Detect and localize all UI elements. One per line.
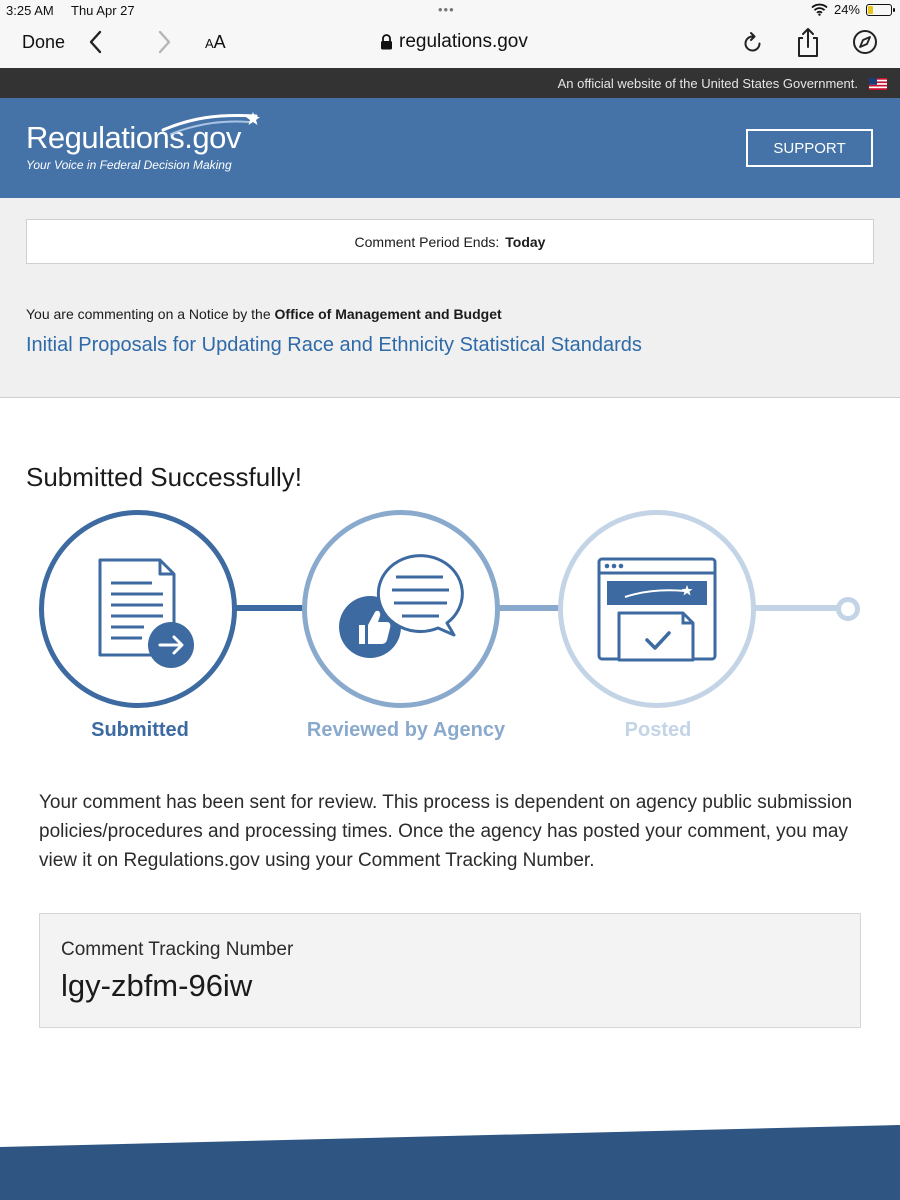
browser-toolbar <box>0 22 900 68</box>
thumbs-up-speech-icon <box>307 515 495 703</box>
document-title-link[interactable]: Initial Proposals for Updating Race and Ethnicity Statistical Standards <box>26 334 642 356</box>
logo-name: Regulations.gov <box>26 120 241 155</box>
lock-icon <box>380 34 393 50</box>
us-flag-icon <box>869 78 887 90</box>
tracking-number-box <box>39 913 861 1028</box>
logo-tagline: Your Voice in Federal Decision Making <box>26 158 232 172</box>
support-button[interactable]: SUPPORT <box>746 129 873 167</box>
comment-period-value: Today <box>505 233 546 250</box>
done-button[interactable]: Done <box>22 32 66 52</box>
step-connector <box>236 605 304 611</box>
step-submitted-circle <box>39 510 237 708</box>
comment-context <box>0 198 900 398</box>
step-posted-label: Posted <box>624 719 692 741</box>
compass-icon[interactable] <box>852 29 878 55</box>
browser-window-check-icon <box>563 515 751 703</box>
wifi-icon <box>811 3 828 16</box>
agency-name: Office of Management and Budget <box>274 306 502 322</box>
site-logo[interactable] <box>26 120 241 172</box>
status-right <box>811 2 892 17</box>
site-header <box>0 98 900 198</box>
status-date: Thu Apr 27 <box>71 3 135 18</box>
step-end-dot <box>836 597 860 621</box>
gov-banner <box>0 68 900 98</box>
progress-stepper <box>0 505 900 755</box>
step-submitted-label: Submitted <box>91 719 189 741</box>
review-info-text: Your comment has been sent for review. This process is dependent on agency public submission policies/procedures and processing times. Once the agency has posted your comment, you may view it on Regulations.gov using your Comment Tracking Number. <box>39 792 853 871</box>
url-text: regulations.gov <box>399 31 528 52</box>
forward-icon[interactable] <box>152 28 176 56</box>
step-posted-circle <box>558 510 756 708</box>
step-reviewed-label: Reviewed by Agency <box>306 719 506 741</box>
footer-band <box>0 1125 900 1200</box>
reload-icon[interactable] <box>742 30 764 56</box>
battery-percent: 24% <box>833 2 860 17</box>
tracking-number-label: Comment Tracking Number <box>61 939 294 960</box>
commenting-prefix: You are commenting on a Notice by the <box>26 306 271 322</box>
document-arrow-icon <box>44 515 232 703</box>
text-size-button[interactable]: AA <box>205 32 226 52</box>
tracking-number-value[interactable]: lgy-zbfm-96iw <box>61 968 253 1003</box>
share-icon[interactable] <box>795 26 821 58</box>
step-connector <box>498 605 560 611</box>
status-time: 3:25 AM <box>6 3 54 18</box>
step-reviewed-circle <box>302 510 500 708</box>
logo-swoosh-icon <box>161 112 261 136</box>
battery-icon <box>866 4 892 16</box>
back-icon[interactable] <box>84 28 108 56</box>
status-bar <box>0 0 900 22</box>
commenting-on-text <box>26 306 502 322</box>
step-connector <box>754 605 838 611</box>
address-bar[interactable] <box>380 31 528 53</box>
comment-period-box <box>26 219 874 264</box>
gov-banner-text: An official website of the United States Government. <box>557 76 858 91</box>
page-heading: Submitted Successfully! <box>26 462 303 492</box>
multitasking-dots[interactable]: ••• <box>438 2 455 17</box>
comment-period-label: Comment Period Ends: <box>354 233 500 250</box>
